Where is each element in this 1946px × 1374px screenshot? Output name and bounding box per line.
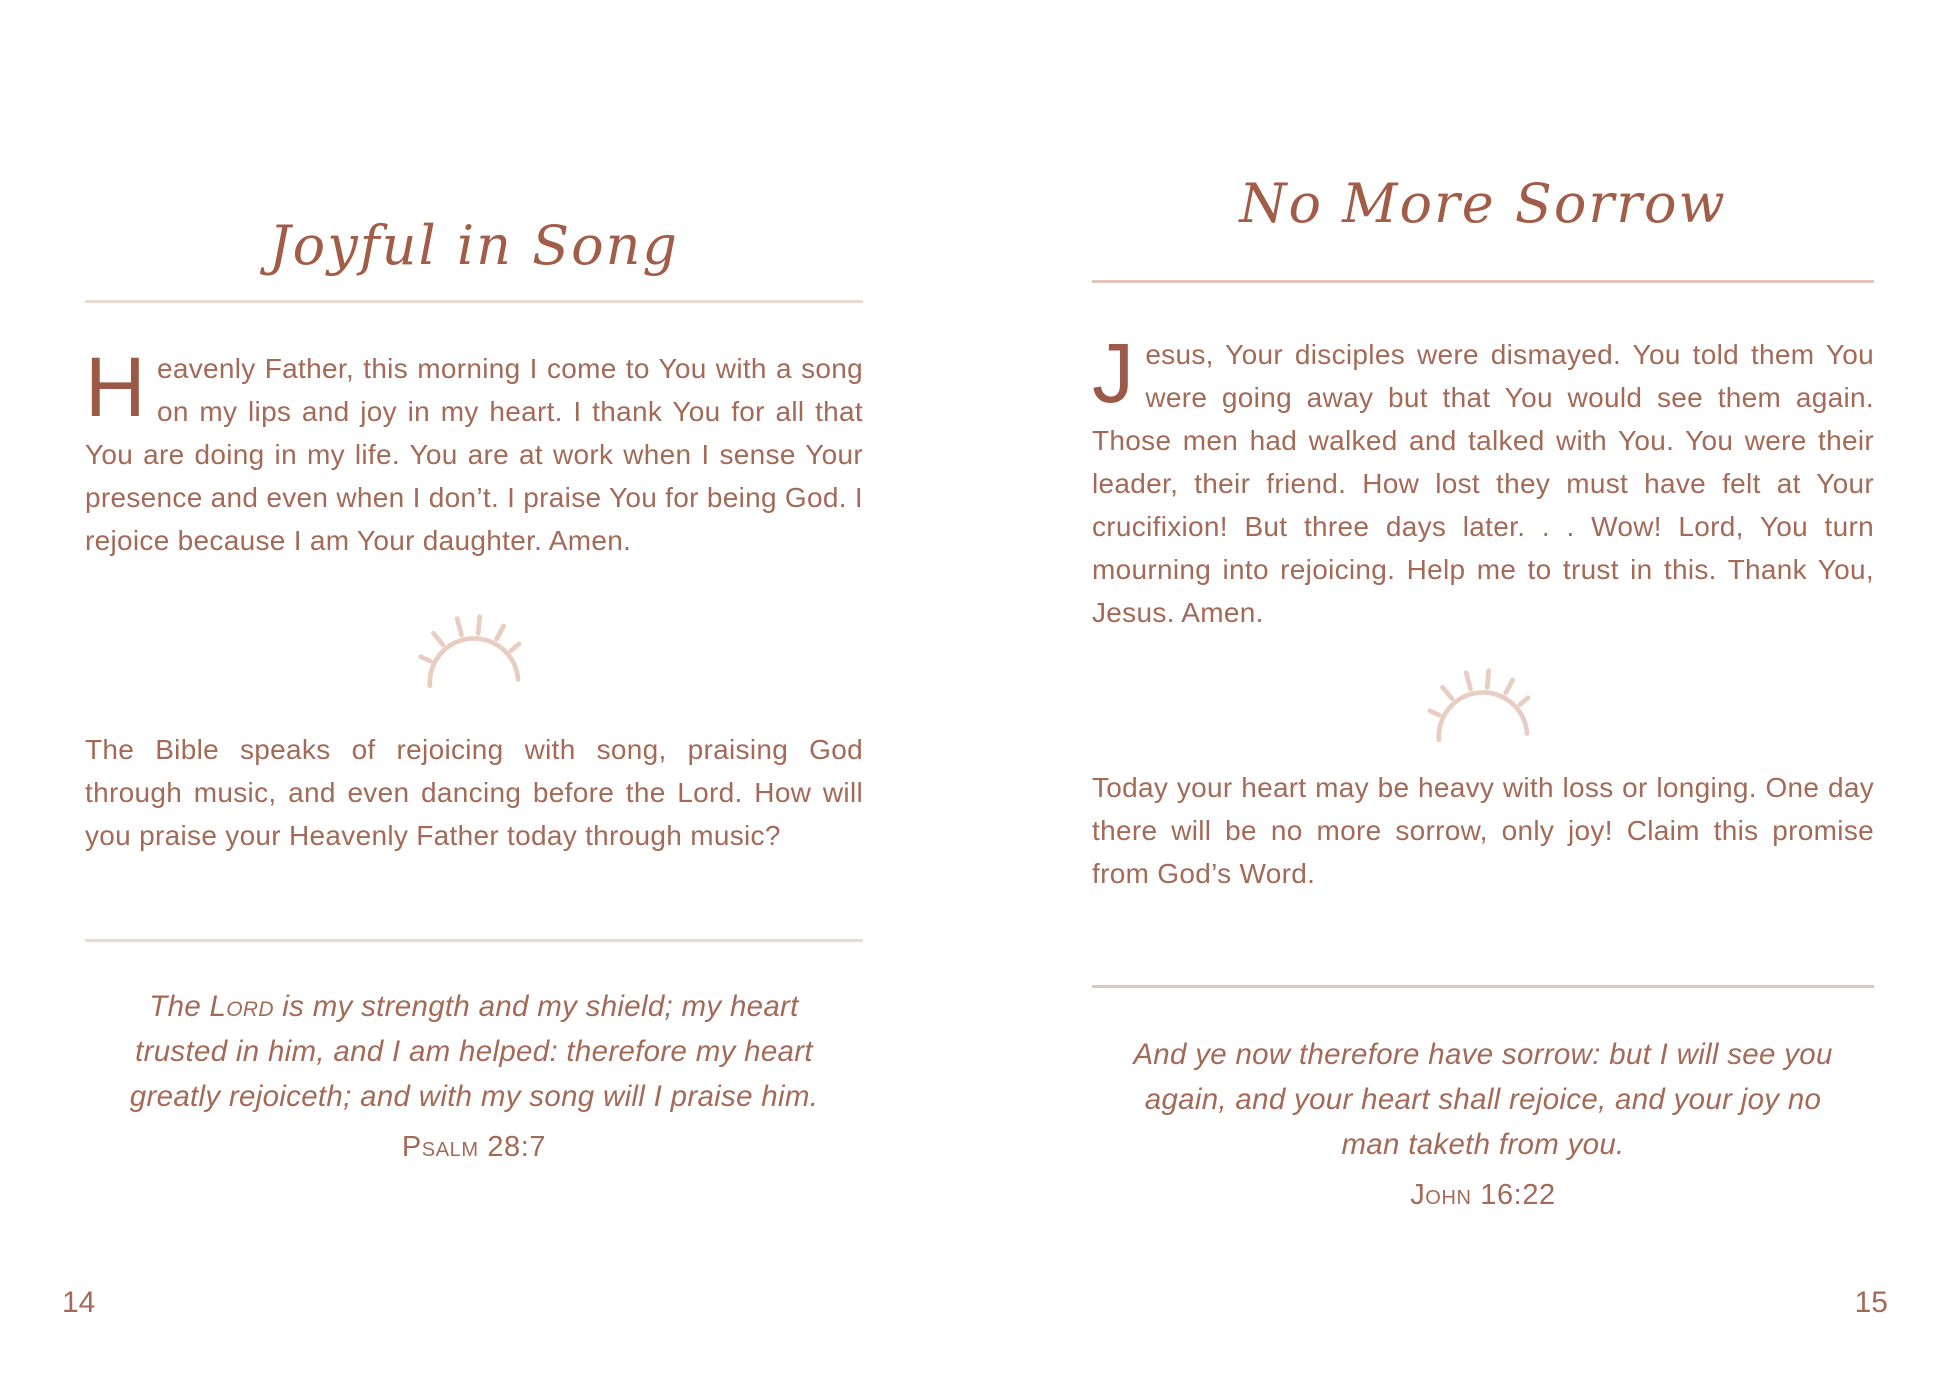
reflection-text-left: The Bible speaks of rejoicing with song, praising God through music, and even dancing before the Lord. How will you praise your Heavenly Father today through music? — [85, 734, 863, 851]
reference-verse: 16:22 — [1480, 1179, 1556, 1211]
scripture-quote-left — [85, 984, 863, 1119]
prayer-text-left: eavenly Father, this morning I come to You with a song on my lips and joy in my heart. I thank You for all that You are doing in my life. You are at work when I sense Your presence and even when I don’t. I praise You for being God. I rejoice because I am Your daughter. Amen. — [85, 353, 863, 556]
reference-book: John — [1410, 1179, 1472, 1211]
dropcap-letter: J — [1092, 326, 1135, 420]
prayer-text-right: esus, Your disciples were dismayed. You told them You were going away but that You would see them again. Those men had walked and talked with You. You were their leader, their friend. How lost they must have felt at Your crucifixion! But three days later. . . Wow! Lord, You turn mourning into rejoicing. Help me to trust in this. Thank You, Jesus. Amen. — [1092, 339, 1874, 628]
scripture-reference-right — [1092, 1179, 1874, 1212]
sunrise-icon — [85, 602, 863, 694]
page-right — [1092, 0, 1874, 1212]
scripture-part1: The — [149, 990, 210, 1023]
prayer-paragraph-right — [1092, 326, 1874, 634]
page-number-right: 15 — [1854, 1286, 1888, 1319]
page-left — [85, 0, 863, 1164]
reference-book: Psalm — [401, 1131, 479, 1163]
devotion-title-right: No More Sorrow — [1239, 172, 1727, 235]
devotion-title-left: Joyful in Song — [269, 214, 679, 277]
scripture-part1: And ye now therefore have sorrow: but I will see you again, and your heart shall rejoice, and your joy no man taketh from you. — [1133, 1038, 1833, 1161]
divider — [85, 300, 863, 303]
scripture-part2: is my strength and my shield; my heart trusted in him, and I am helped: therefore my heart greatly rejoiceth; and with my song will I praise him. — [129, 990, 819, 1113]
reflection-text-right: Today your heart may be heavy with loss or longing. One day there will be no more sorrow, only joy! Claim this promise from God’s Word. — [1092, 772, 1874, 889]
prayer-paragraph-left — [85, 340, 863, 562]
divider — [85, 939, 863, 942]
reference-verse: 28:7 — [487, 1131, 547, 1163]
divider — [1092, 985, 1874, 988]
scripture-quote-right — [1092, 1032, 1874, 1167]
dropcap-letter: H — [85, 340, 146, 434]
sunrise-icon — [1092, 656, 1874, 748]
page-number-left: 14 — [62, 1286, 96, 1319]
divider — [1092, 280, 1874, 283]
scripture-reference-left — [85, 1131, 863, 1164]
scripture-smallcaps: Lord — [209, 990, 274, 1023]
